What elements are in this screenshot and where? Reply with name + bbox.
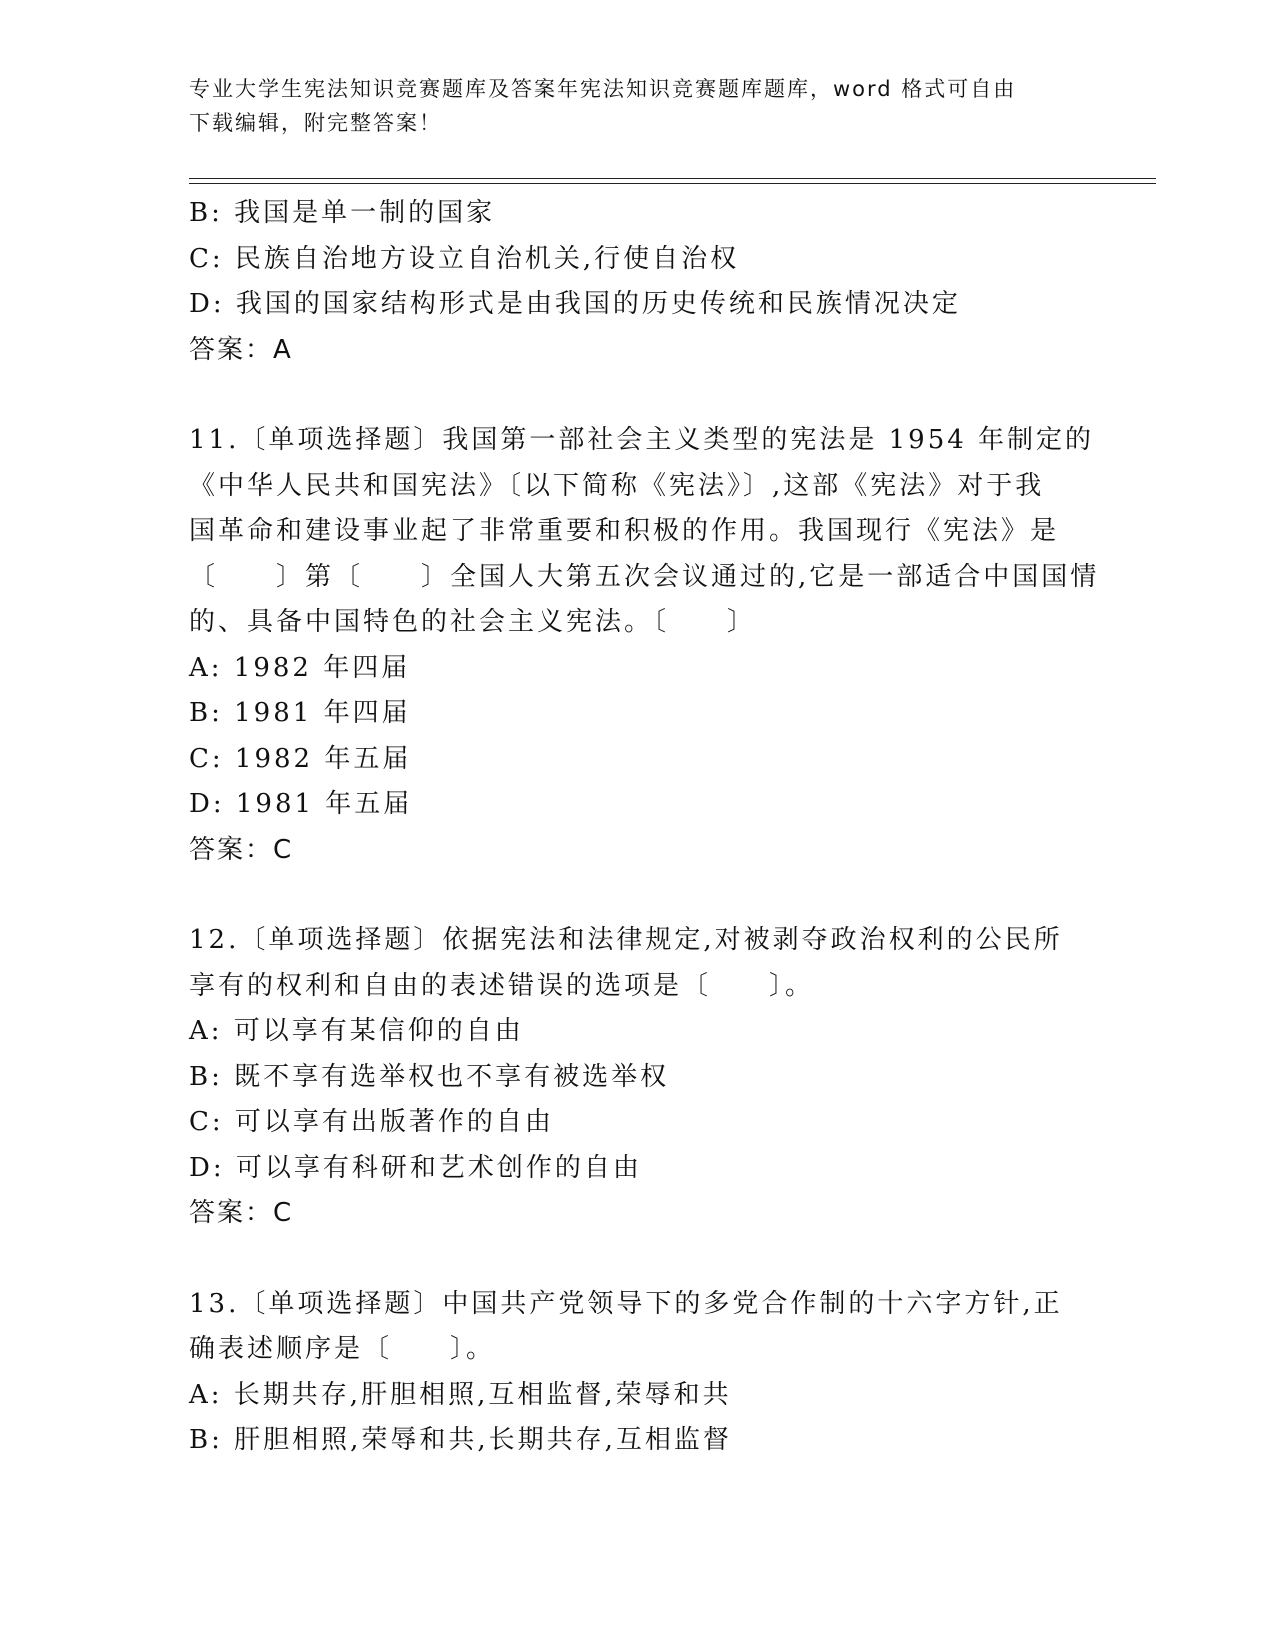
q11-text-line-5: 的、具备中国特色的社会主义宪法。〔 〕 bbox=[189, 607, 757, 637]
q11-text-line-1: 11.〔单项选择题〕我国第一部社会主义类型的宪法是 1954 年制定的 bbox=[189, 425, 1095, 455]
q10-option-d: D: 我国的国家结构形式是由我国的历史传统和民族情况决定 bbox=[189, 289, 961, 319]
q11-text-line-3: 国革命和建设事业起了非常重要和积极的作用。我国现行《宪法》是 bbox=[189, 516, 1060, 546]
q13-text-line-2: 确表述顺序是〔 〕。 bbox=[189, 1334, 496, 1364]
header-divider-top bbox=[189, 178, 1156, 179]
q12-option-a: A: 可以享有某信仰的自由 bbox=[189, 1016, 524, 1046]
header-divider-bottom bbox=[189, 183, 1156, 184]
q12-text-line-2: 享有的权利和自由的表述错误的选项是〔 〕。 bbox=[189, 970, 815, 1001]
q12-text-line-1: 12.〔单项选择题〕依据宪法和法律规定,对被剥夺政治权利的公民所 bbox=[189, 925, 1063, 955]
q12-option-c: C: 可以享有出版著作的自由 bbox=[189, 1107, 554, 1137]
q11-text-line-2: 《中华人民共和国宪法》〔以下简称《宪法》〕,这部《宪法》对于我 bbox=[189, 470, 1045, 501]
question-content bbox=[189, 191, 1100, 1464]
q12-answer: 答案：C bbox=[189, 1198, 294, 1228]
q10-option-c: C: 民族自治地方设立自治机关,行使自治权 bbox=[189, 243, 740, 274]
header-line-2: 下载编辑，附完整答案！ bbox=[189, 111, 442, 135]
header-line-1: 专业大学生宪法知识竞赛题库及答案年宪法知识竞赛题库题库，word 格式可自由 bbox=[189, 77, 1017, 101]
q12-option-b: B: 既不享有选举权也不享有被选举权 bbox=[189, 1061, 670, 1092]
spacer bbox=[189, 1237, 1089, 1282]
q13-option-b: B: 肝胆相照,荣辱和共,长期共存,互相监督 bbox=[189, 1425, 732, 1455]
q13-option-a: A: 长期共存,肝胆相照,互相监督,荣辱和共 bbox=[189, 1379, 732, 1410]
q11-option-b: B: 1981 年四届 bbox=[189, 698, 411, 728]
q10-answer: 答案：A bbox=[189, 334, 293, 365]
q11-text-line-4: 〔 〕第〔 〕全国人大第五次会议通过的,它是一部适合中国国情 bbox=[189, 561, 1100, 592]
spacer bbox=[189, 373, 1089, 418]
q11-answer: 答案：C bbox=[189, 834, 294, 865]
q11-option-a: A: 1982 年四届 bbox=[189, 652, 411, 683]
q11-option-c: C: 1982 年五届 bbox=[189, 743, 412, 774]
q12-option-d: D: 可以享有科研和艺术创作的自由 bbox=[189, 1152, 642, 1183]
q10-option-b: B: 我国是单一制的国家 bbox=[189, 198, 496, 228]
document-header bbox=[189, 72, 1089, 140]
q13-text-line-1: 13.〔单项选择题〕中国共产党领导下的多党合作制的十六字方针,正 bbox=[189, 1288, 1063, 1319]
spacer bbox=[189, 873, 1089, 918]
q11-option-d: D: 1981 年五届 bbox=[189, 789, 413, 819]
